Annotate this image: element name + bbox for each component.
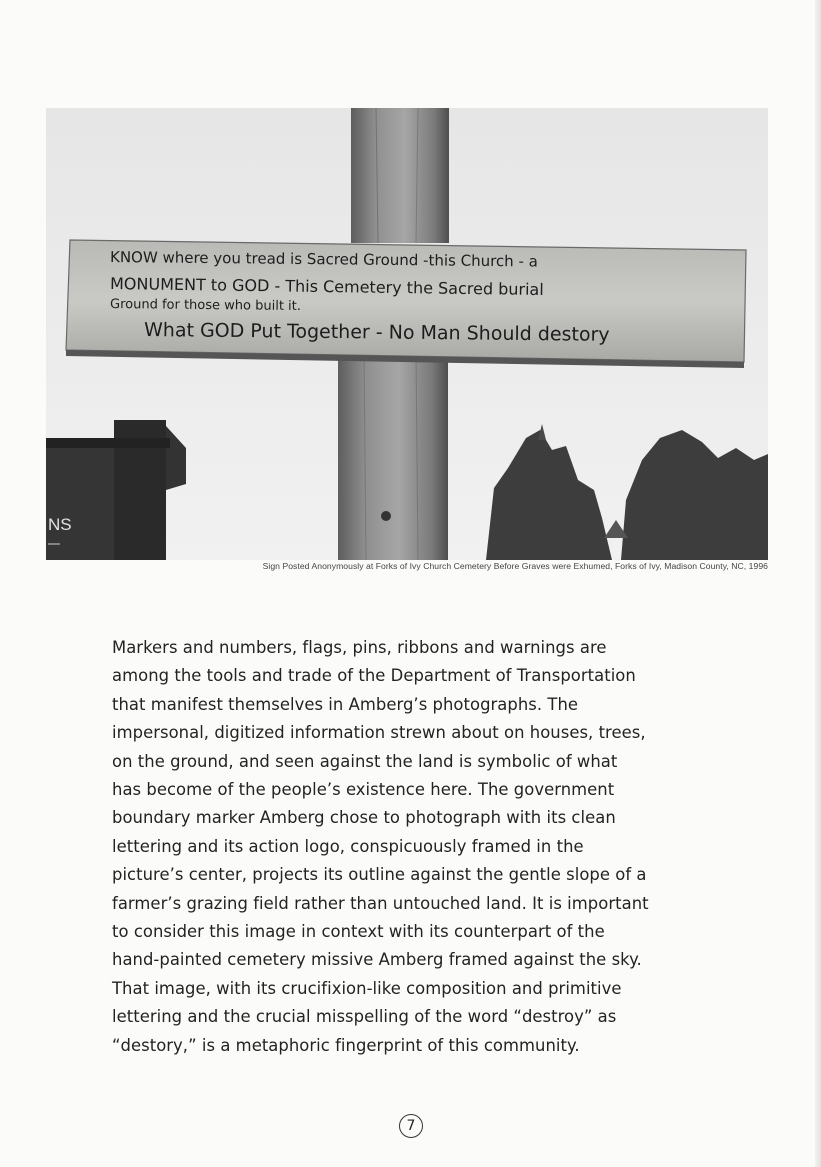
photograph xyxy=(46,108,768,560)
side-sign-text: NS xyxy=(48,515,72,534)
sign-line-3: Ground for those who built it. xyxy=(109,297,302,314)
body-line: hand-painted cemetery missive Amberg framed against the sky. xyxy=(112,950,642,970)
photo-caption: Sign Posted Anonymously at Forks of Ivy Church Cemetery Before Graves were Exhumed, Forks of Ivy, Madison County, NC, 1996 xyxy=(262,561,768,571)
body-line: to consider this image in context with its counterpart of the xyxy=(112,922,605,942)
page-edge xyxy=(815,0,821,1167)
body-line: has become of the people’s existence here. The government xyxy=(112,780,615,800)
body-line: boundary marker Amberg chose to photograph with its clean xyxy=(112,808,616,828)
body-line: on the ground, and seen against the land is symbolic of what xyxy=(112,751,618,771)
body-line: that manifest themselves in Amberg’s photographs. The xyxy=(112,694,579,714)
side-sign xyxy=(46,420,186,560)
body-line: lettering and the crucial misspelling of the word “destroy” as xyxy=(112,1007,617,1027)
body-line: picture’s center, projects its outline against the gentle slope of a xyxy=(112,865,647,885)
body-line: Markers and numbers, flags, pins, ribbons and warnings are xyxy=(112,638,607,657)
body-line: among the tools and trade of the Department of Transportation xyxy=(112,666,636,686)
body-line: “destory,” is a metaphoric fingerprint of this community. xyxy=(112,1035,580,1055)
sign-line-4: What GOD Put Together - No Man Should destory xyxy=(143,319,610,346)
body-paragraph xyxy=(112,634,712,1060)
body-line: impersonal, digitized information strewn about on houses, trees, xyxy=(112,723,646,743)
body-line: lettering and its action logo, conspicuously framed in the xyxy=(112,836,584,856)
sign-line-2: MONUMENT to GOD - This Cemetery the Sacred burial xyxy=(109,274,544,300)
sign-line-1: KNOW where you tread is Sacred Ground -this Church - a xyxy=(109,248,538,271)
body-line: That image, with its crucifixion-like composition and primitive xyxy=(112,978,622,998)
page-number: 7 xyxy=(399,1114,423,1138)
body-line: farmer’s grazing field rather than untouched land. It is important xyxy=(112,893,649,913)
